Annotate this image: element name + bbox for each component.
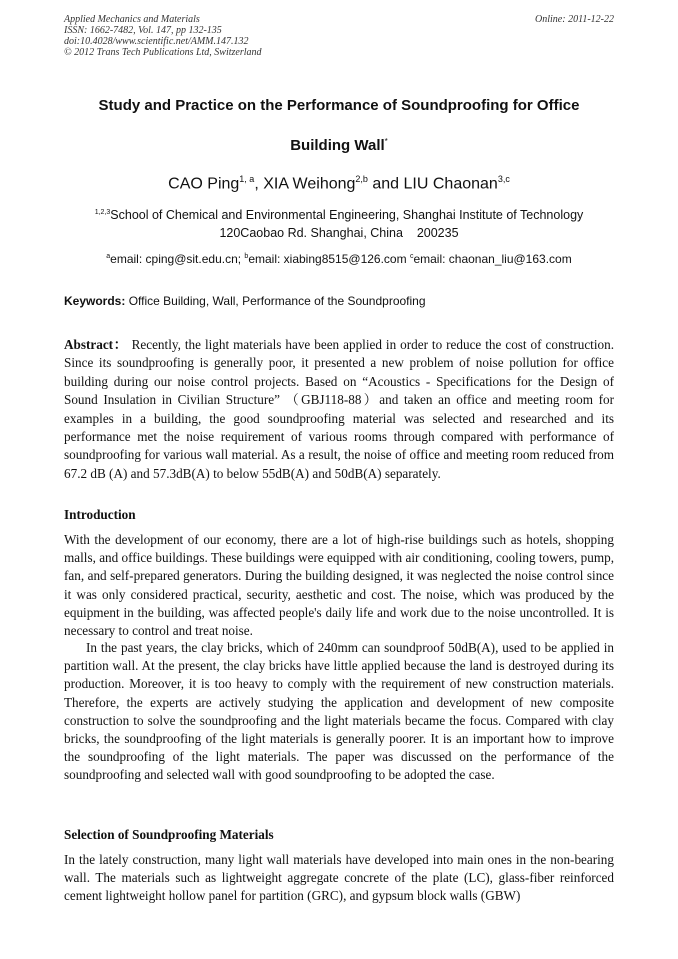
affiliation-line-2: 120Caobao Rd. Shanghai, China 200235 [219,226,459,241]
email-b: email: xiabing8515@126.com [248,252,410,266]
email-c-sup: c [409,253,414,260]
email-a: email: cping@sit.edu.cn; [110,252,245,266]
title-footnote-mark: * [384,137,388,146]
selection-paragraph-1: In the lately construction, many light wall materials have developed into main ones in the non-bearing wall. The materials such as lightweight aggregate concrete of the plate (LC), glass-fiber reinforced cement lightweight hollow panel for partition (GRC), and gypsum block walls (GBW) [64,852,614,904]
affiliation-text: School of Chemical and Environmental Engineering, Shanghai Institute of Technology [110,208,584,223]
online-date: Online: 2011-12-22 [535,14,614,25]
title-line-1: Study and Practice on the Performance of Soundproofing for Office [98,97,580,114]
introduction-paragraph-2: In the past years, the clay bricks, which of 240mm can soundproof 50dB(A), used to be applied in partition wall. At the present, the clay bricks have little applied because the land is destroyed during its production. Moreover, it is too heavy to comply with the requirement of new construction materials. Therefore, the experts are actively studying the application and development of new composite construction to solve the soundproofing and the light materials became the focus. Compared with clay bricks, the soundproofing of the light materials is generally poorer. It is an important how to improve the soundproofing of the light materials. The paper was discussed on the performance of the soundproofing and selected wall with good soundproofing to be adopted the case. [64,640,614,783]
title-line-2 [64,124,614,164]
abstract-text: Recently, the light materials have been applied in order to reduce the cost of construction. Since its soundproofing is generally poor, it presented a new problem of noise pollution for office building during our noise control projects. Based on “Acoustics - Specifications for the Design of Sound Insulation in Civilian Structure” （GBJ118-88）and taken an office and meeting room for examples in a building, the good soundproofing material was selected and researched and its performance met the noise requirement of various rooms through compared with performance of soundproofing for various wall material. As a result, the noise of office and meeting room reduced from 67.2 dB (A) and 57.3dB(A) to below 55dB(A) and 50dB(A) separately. [64,337,614,481]
email-a-sup: a [106,253,111,260]
author-sep-1: , [254,175,264,193]
author-1-sup: 1, a [239,174,255,184]
author-sep-2: and [367,175,404,193]
keywords-label: Keywords: [64,294,126,308]
keywords-text: Office Building, Wall, Performance of the Soundproofing [125,294,426,308]
title-line-2-text: Building Wall [290,137,385,154]
author-3: LIU Chaonan [403,175,498,193]
issn-line: ISSN: 1662-7482, Vol. 147, pp 132-135 [64,25,222,36]
author-3-sup: 3,c [497,174,510,184]
journal-name: Applied Mechanics and Materials [64,14,200,25]
author-2: XIA Weihong [263,175,356,193]
keywords [64,292,614,310]
email-list [64,248,614,268]
author-list [64,168,614,195]
affiliation [64,204,614,242]
running-header [64,14,614,58]
doi-line: doi:10.4028/www.scientific.net/AMM.147.132 [64,36,249,47]
selection-heading: Selection of Soundproofing Materials [64,827,274,842]
abstract [64,336,614,483]
abstract-label: Abstract： [64,337,128,352]
paper-title [64,88,614,164]
author-2-sup: 2,b [355,174,368,184]
copyright-line: © 2012 Trans Tech Publications Ltd, Switzerland [64,47,262,58]
email-c: email: chaonan_liu@163.com [413,252,572,266]
affiliation-sup: 1,2,3 [94,209,111,216]
affiliation-line-1 [64,204,614,224]
introduction-paragraph-1: With the development of our economy, there are a lot of high-rise buildings such as hotels, shopping malls, and office buildings. These buildings were equipped with air conditioning, cooling towers, pump, fan, and self-prepared generators. During the building designed, it was neglected the noise control since it was only considered practical, security, aesthetic and cost. The noise, which was produced by the equipment in the building, was affected people's daily life and work due to the noise uncontrolled. It is necessary to control and treat noise. [64,532,614,639]
email-b-sup: b [244,253,249,260]
introduction-heading: Introduction [64,507,136,522]
author-1: CAO Ping [168,175,240,193]
